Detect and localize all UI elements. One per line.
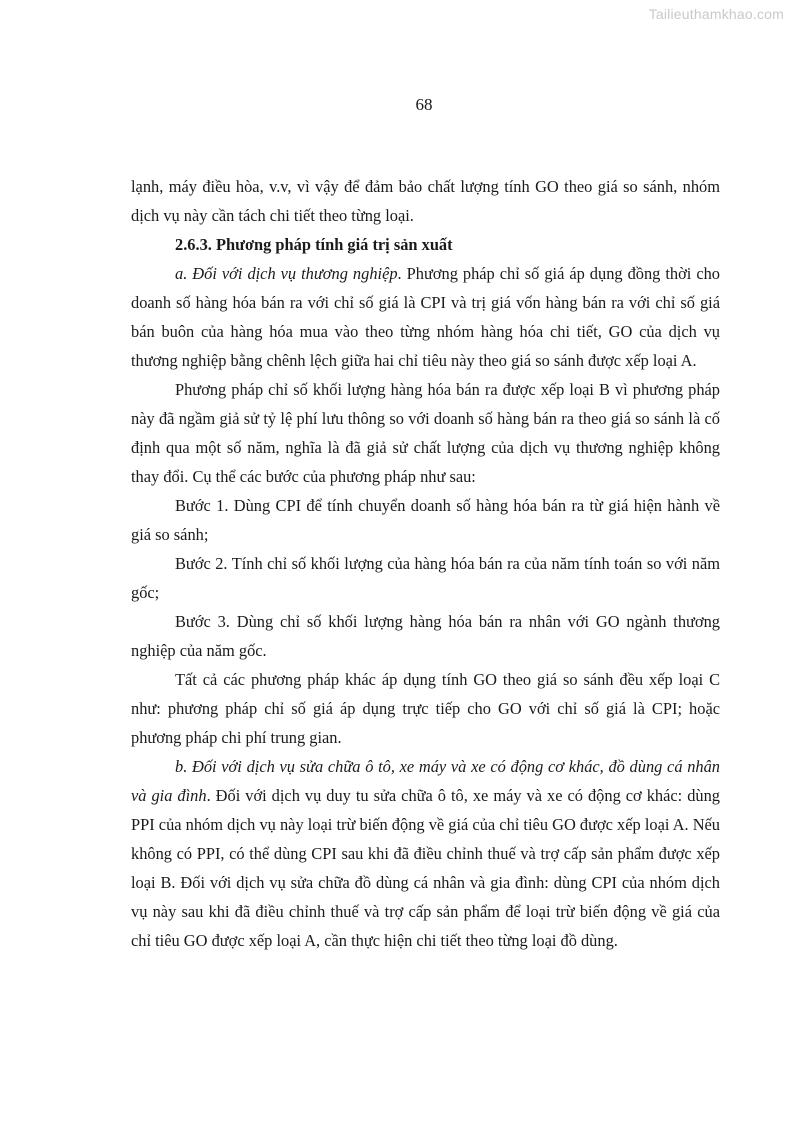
step-3: Bước 3. Dùng chỉ số khối lượng hàng hóa bán ra nhân với GO ngành thương nghiệp của năm gốc. <box>131 612 720 660</box>
step-1: Bước 1. Dùng CPI để tính chuyển doanh số hàng hóa bán ra từ giá hiện hành về giá so sánh; <box>131 496 720 544</box>
subsection-title-repair: b. Đối với dịch vụ sửa chữa ô tô, xe máy và xe có động cơ khác, đồ dùng cá nhân và gia đình <box>131 757 720 805</box>
paragraph-repair-text: . Đối với dịch vụ duy tu sửa chữa ô tô, xe máy và xe có động cơ khác: dùng PPI của nhóm dịch vụ này loại trừ biến động về giá của chỉ tiêu GO được xếp loại A. Nếu không có PPI, có thể dùng CPI sau khi đã điều chỉnh thuế và trợ cấp sản phẩm được xếp loại B. Đối với dịch vụ sửa chữa đồ dùng cá nhân và gia đình: dùng CPI của nhóm dịch vụ này sau khi đã điều chỉnh thuế và trợ cấp sản phẩm để loại trừ biến động về giá của chỉ tiêu GO được xếp loại A, cần thực hiện chi tiết theo từng loại đồ dùng. <box>131 786 720 950</box>
paragraph-other-methods: Tất cả các phương pháp khác áp dụng tính GO theo giá so sánh đều xếp loại C như: phương pháp chỉ số giá áp dụng trực tiếp cho GO với chỉ số giá là CPI; hoặc phương pháp chi phí trung gian. <box>131 670 720 747</box>
page-number: 68 <box>415 95 433 114</box>
paragraph-continuation: lạnh, máy điều hòa, v.v, vì vậy để đảm bảo chất lượng tính GO theo giá so sánh, nhóm dịch vụ này cần tách chi tiết theo từng loại. <box>131 177 720 225</box>
paragraph-volume-method: Phương pháp chỉ số khối lượng hàng hóa bán ra được xếp loại B vì phương pháp này đã ngầm giả sử tỷ lệ phí lưu thông so với doanh số hàng bán ra theo giá so sánh là cố định qua một số năm, nghĩa là đã giả sử chất lượng của dịch vụ thương nghiệp không thay đổi. Cụ thể các bước của phương pháp như sau: <box>131 380 720 486</box>
subsection-title-commerce: a. Đối với dịch vụ thương nghiệp <box>175 264 398 283</box>
section-heading: 2.6.3. Phương pháp tính giá trị sản xuất <box>175 235 453 254</box>
document-body <box>131 172 720 955</box>
paragraph-commerce <box>131 259 720 375</box>
watermark: Tailieuthamkhao.com <box>648 6 784 22</box>
step-2: Bước 2. Tính chỉ số khối lượng của hàng hóa bán ra của năm tính toán so với năm gốc; <box>131 554 720 602</box>
paragraph-repair <box>131 752 720 955</box>
paragraph-commerce-text: . Phương pháp chỉ số giá áp dụng đồng thời cho doanh số hàng hóa bán ra với chỉ số giá là CPI và trị giá vốn hàng bán ra với chỉ số giá bán buôn của hàng hóa mua vào theo từng nhóm hàng hóa chi tiết, GO của dịch vụ thương nghiệp bằng chênh lệch giữa hai chỉ tiêu này theo giá so sánh được xếp loại A. <box>131 264 720 370</box>
